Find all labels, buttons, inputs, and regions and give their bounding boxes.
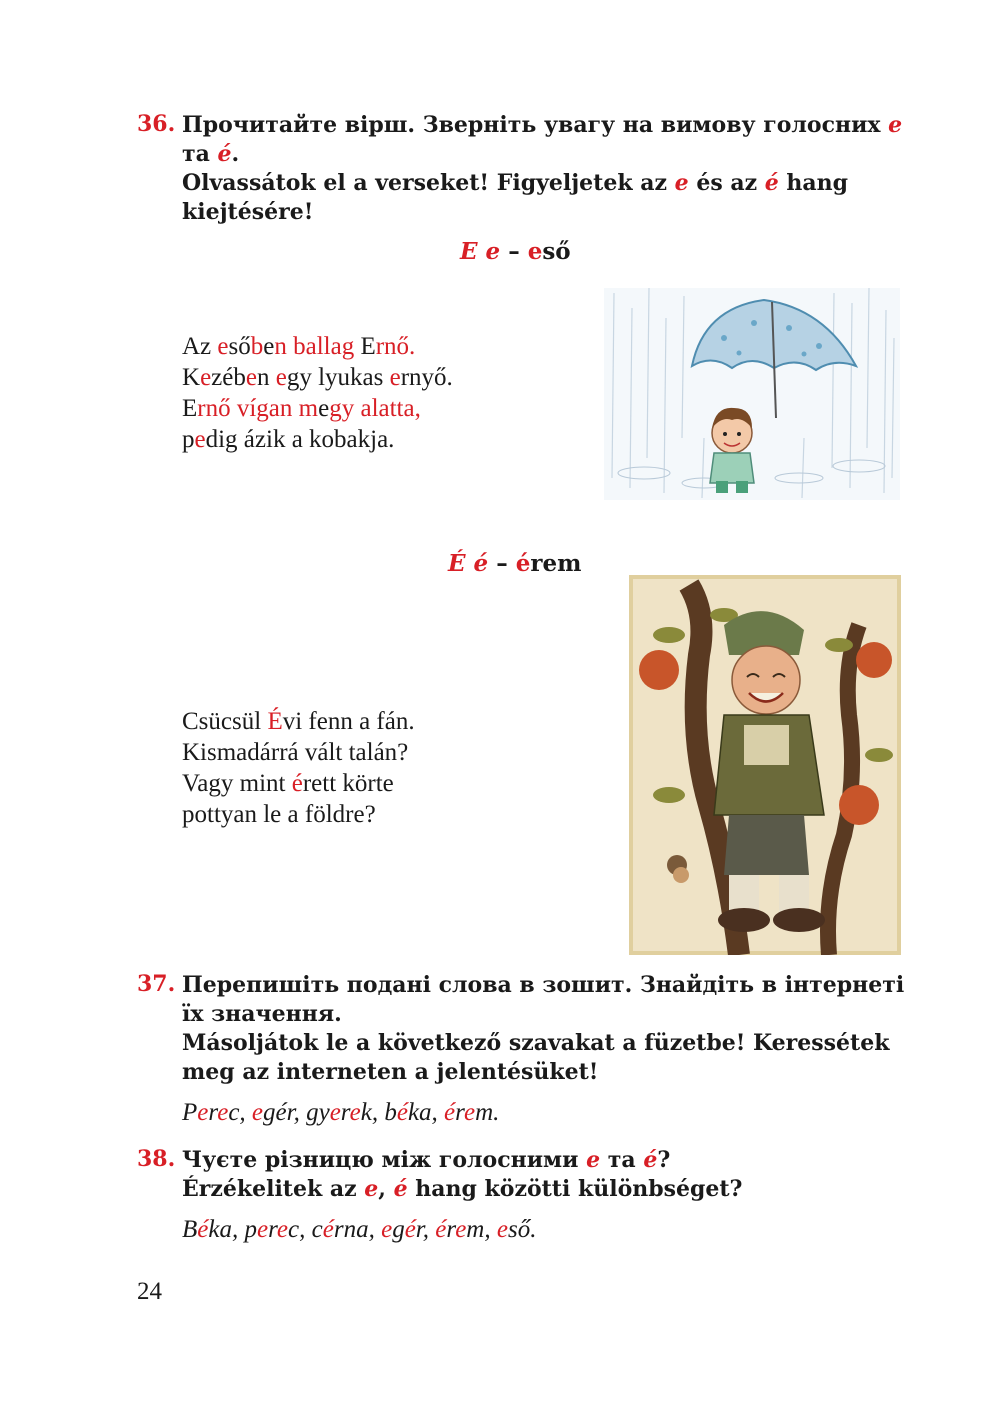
text-segment: P — [182, 1099, 198, 1126]
highlighted-vowel: gy alatta, — [329, 395, 421, 422]
highlighted-vowel: e — [194, 426, 206, 453]
text-segment: r — [268, 1216, 277, 1243]
instruction-hu: Olvassátok el a verseket! Figyeljetek az e és az é hang kiejtésére! — [182, 170, 849, 225]
poem-eso — [182, 331, 453, 455]
instruction-hu: Érzékelitek az e, é hang közötti különbséget? — [182, 1176, 743, 1202]
highlighted-vowel: e — [496, 1216, 508, 1243]
boy-in-apple-tree-illustration — [629, 575, 901, 955]
exercise-number: 36. — [137, 111, 176, 137]
poem-line — [182, 424, 453, 455]
text-segment: B — [182, 1216, 198, 1243]
highlighted-vowel: é — [435, 1216, 447, 1243]
text-segment: r — [340, 1099, 350, 1126]
text-segment: c, — [228, 1099, 252, 1126]
text-segment: Csücsül — [182, 708, 268, 735]
highlighted-vowel: n ballag — [274, 333, 361, 360]
text-segment: vi fenn a fán. — [282, 708, 415, 735]
text-segment: g — [392, 1216, 405, 1243]
highlighted-vowel: é — [444, 1099, 456, 1126]
poem-line — [182, 393, 453, 424]
highlighted-vowel: e — [276, 1216, 289, 1243]
highlighted-vowel: e — [200, 364, 212, 391]
text-segment: r, — [415, 1216, 436, 1243]
poem-line — [182, 768, 415, 799]
poem-line — [182, 737, 415, 768]
text-segment: E — [360, 333, 376, 360]
poem-line — [182, 362, 453, 393]
instruction-ua: Чуєте різницю між голосними е та é? — [182, 1147, 671, 1173]
highlighted-vowel: e — [245, 364, 257, 391]
text-segment: ka, p — [208, 1216, 257, 1243]
poem-line — [182, 331, 453, 362]
highlighted-vowel: e — [381, 1216, 393, 1243]
text-segment: Kismadárrá vált talán? — [182, 739, 409, 766]
instruction-ua: Прочитайте вірш. Зверніть увагу на вимову голосних е та é. — [182, 112, 903, 167]
text-segment: rna, — [333, 1216, 382, 1243]
text-segment: k, b — [360, 1099, 397, 1126]
text-segment: r — [208, 1099, 218, 1126]
text-segment: r — [446, 1216, 456, 1243]
text-segment: ső — [228, 333, 251, 360]
highlighted-vowel: e — [217, 333, 229, 360]
text-segment: c, c — [288, 1216, 323, 1243]
page-number: 24 — [137, 1278, 162, 1305]
letter-title-e: E e – eső — [460, 238, 571, 265]
word-list-38 — [182, 1216, 536, 1244]
instruction-hu: Másoljátok le a következő szavakat a füzetbe! Keressétek meg az interneten a jelentésüket! — [182, 1030, 890, 1085]
text-segment: m. — [475, 1099, 500, 1126]
poem-erem — [182, 706, 415, 830]
text-segment: ső. — [507, 1216, 537, 1243]
child-with-umbrella-illustration — [604, 288, 900, 500]
exercise-number: 38. — [137, 1146, 176, 1172]
highlighted-vowel: é — [396, 1099, 408, 1126]
text-segment: K — [182, 364, 201, 391]
text-segment: e — [263, 333, 275, 360]
text-segment: dig ázik a kobakja. — [205, 426, 395, 453]
text-segment: Vagy mint — [182, 770, 292, 797]
highlighted-vowel: é — [197, 1216, 209, 1243]
highlighted-vowel: e — [257, 1216, 269, 1243]
text-segment: r — [455, 1099, 464, 1126]
highlighted-vowel: e — [463, 1099, 476, 1126]
highlighted-vowel: e — [455, 1216, 467, 1243]
poem-line — [182, 706, 415, 737]
text-segment: E — [182, 395, 198, 422]
text-segment: rnyő. — [400, 364, 453, 391]
text-segment: rett körte — [302, 770, 394, 797]
text-segment: pottyan le a földre? — [182, 801, 376, 828]
highlighted-vowel: é — [291, 770, 303, 797]
text-segment: e — [318, 395, 330, 422]
word-list-37 — [182, 1099, 499, 1127]
highlighted-vowel: rnő vígan m — [197, 395, 319, 422]
highlighted-vowel: e — [349, 1099, 361, 1126]
highlighted-vowel: e — [389, 364, 401, 391]
text-segment: gér, gy — [263, 1099, 330, 1126]
text-segment: p — [182, 426, 195, 453]
instruction-ua: Перепишіть подані слова в зошит. Знайдіть в інтернеті їх значення. — [182, 972, 905, 1027]
highlighted-vowel: e — [197, 1099, 209, 1126]
text-segment: ka, — [407, 1099, 445, 1126]
text-segment: m, — [466, 1216, 497, 1243]
highlighted-vowel: e — [251, 1099, 264, 1126]
highlighted-vowel: é — [322, 1216, 334, 1243]
text-segment: Az — [182, 333, 218, 360]
highlighted-vowel: e — [329, 1099, 341, 1126]
text-segment: zéb — [211, 364, 246, 391]
poem-line — [182, 799, 415, 830]
letter-title-e-acute: É é – érem — [448, 550, 582, 577]
highlighted-vowel: b — [250, 333, 264, 360]
highlighted-vowel: é — [404, 1216, 416, 1243]
exercise-36 — [137, 111, 907, 227]
text-segment: gy lyukas — [286, 364, 390, 391]
highlighted-vowel: É — [267, 708, 283, 735]
exercise-38 — [137, 1146, 907, 1204]
highlighted-vowel: e — [275, 364, 287, 391]
exercise-number: 37. — [137, 971, 176, 997]
exercise-37 — [137, 971, 907, 1087]
text-segment: n — [256, 364, 276, 391]
highlighted-vowel: e — [217, 1099, 229, 1126]
highlighted-vowel: rnő. — [375, 333, 416, 360]
